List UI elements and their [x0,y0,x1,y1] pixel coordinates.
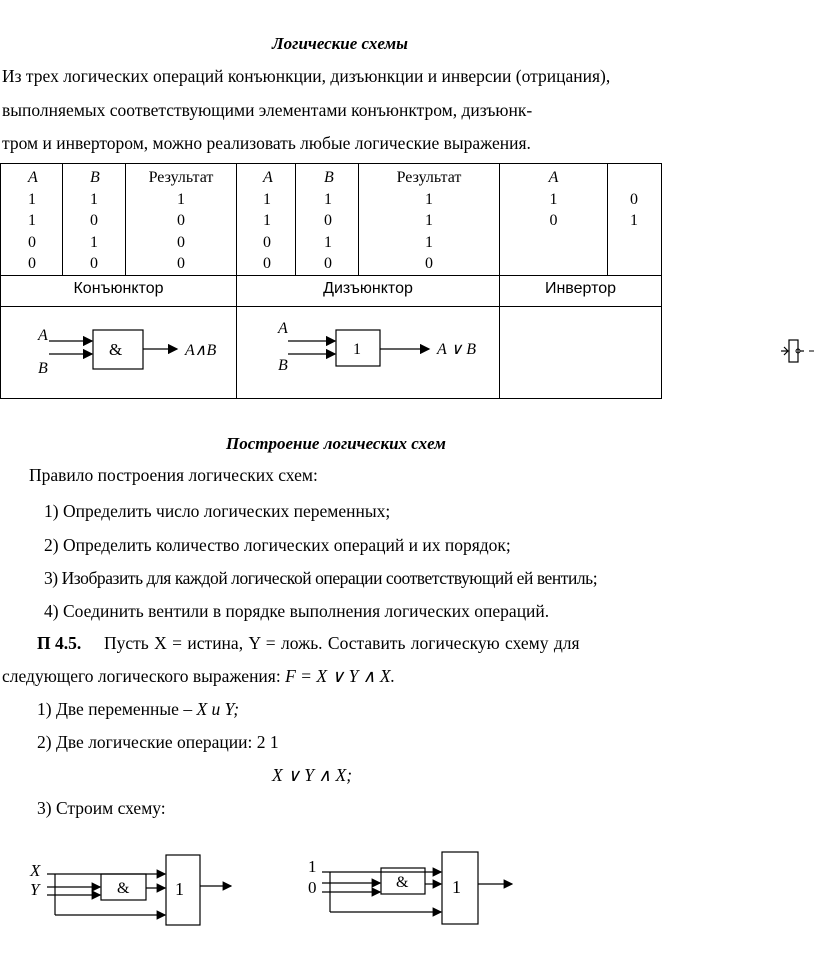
step-3: 3) Строим схему: [37,798,166,818]
scheme1-input-x: X [30,861,41,880]
truth-table [0,163,662,399]
conj-input-b: B [38,360,48,377]
disj-col-result: Результат 1 1 1 0 [359,164,500,276]
disj-gate-cell [237,307,500,399]
inverter-symbol-fragment [778,336,816,366]
rule-2: 2) Определить количество логических операций и их порядок; [44,535,511,555]
conj-col-result: Результат 1 0 0 0 [126,164,237,276]
scheme2-input-1: 1 [308,857,317,876]
and-gate-symbol: & [109,340,123,359]
disj-col-a: A 1 1 0 0 [237,164,296,276]
disj-col-b: B 1 0 1 0 [296,164,359,276]
conj-input-a: A [38,327,48,344]
inv-gate-cell [500,307,662,399]
expression: F = X ∨ Y ∧ X. [285,666,395,686]
inv-col-a: A 1 0 [500,164,608,276]
section-heading: Построение логических схем [226,434,446,453]
intro-line-3: тром и инвертором, можно реализовать любые логические выражения. [2,133,531,153]
scheme1-and-symbol: & [117,880,130,897]
conj-col-b: B 1 0 1 0 [63,164,126,276]
step-2: 2) Две логические операции: 2 1 [37,732,279,752]
example-line-2: следующего логического выражения: F = X ∨ Y ∧ X. [2,666,395,686]
conj-col-a: A 1 1 0 0 [1,164,63,276]
scheme2-and-symbol: & [396,874,409,891]
step-1: 1) Две переменные – X и Y; [37,699,240,719]
intro-line-2: выполняемых соответствующими элементами конъюнктром, дизъюнк- [2,100,533,120]
scheme2-or-symbol: 1 [452,877,461,897]
example-line-1: Пусть X = истина, Y = ложь. Составить логическую схему для [104,633,580,653]
caption-conjunctor: Конъюнктор [1,276,237,307]
disj-input-b: B [278,357,288,374]
disj-input-a: A [278,320,288,337]
conj-gate-cell [1,307,237,399]
example-label: П 4.5. [37,633,82,653]
scheme1-or-symbol: 1 [175,879,184,899]
conjunctor-diagram [1,307,234,393]
conj-output-label: A∧B [185,342,217,359]
or-gate-symbol: 1 [353,341,361,358]
inv-col-out: 0 1 [608,164,662,276]
intro-line-1: Из трех логических операций конъюнкции, дизъюнкции и инверсии (отрицания), [2,66,611,86]
rule-3: 3) Изобразить для каждой логической операции соответствующий ей вентиль; [44,568,598,588]
scheme-1 [25,850,245,928]
rule-title: Правило построения логических схем: [29,465,318,485]
scheme2-input-0: 0 [308,878,317,897]
scheme1-input-y: Y [30,880,40,899]
page-title: Логические схемы [272,34,408,53]
rule-4: 4) Соединить вентили в порядке выполнения логических операций. [44,601,550,621]
disj-output-label: A ∨ B [437,341,476,358]
caption-disjunctor: Дизъюнктор [237,276,500,307]
disjunctor-diagram [237,307,498,393]
step-2-expression: X ∨ Y ∧ X; [272,765,353,785]
scheme-2 [300,848,525,928]
rule-1: 1) Определить число логических переменных; [44,501,391,521]
caption-inverter: Инвертор [500,276,662,307]
